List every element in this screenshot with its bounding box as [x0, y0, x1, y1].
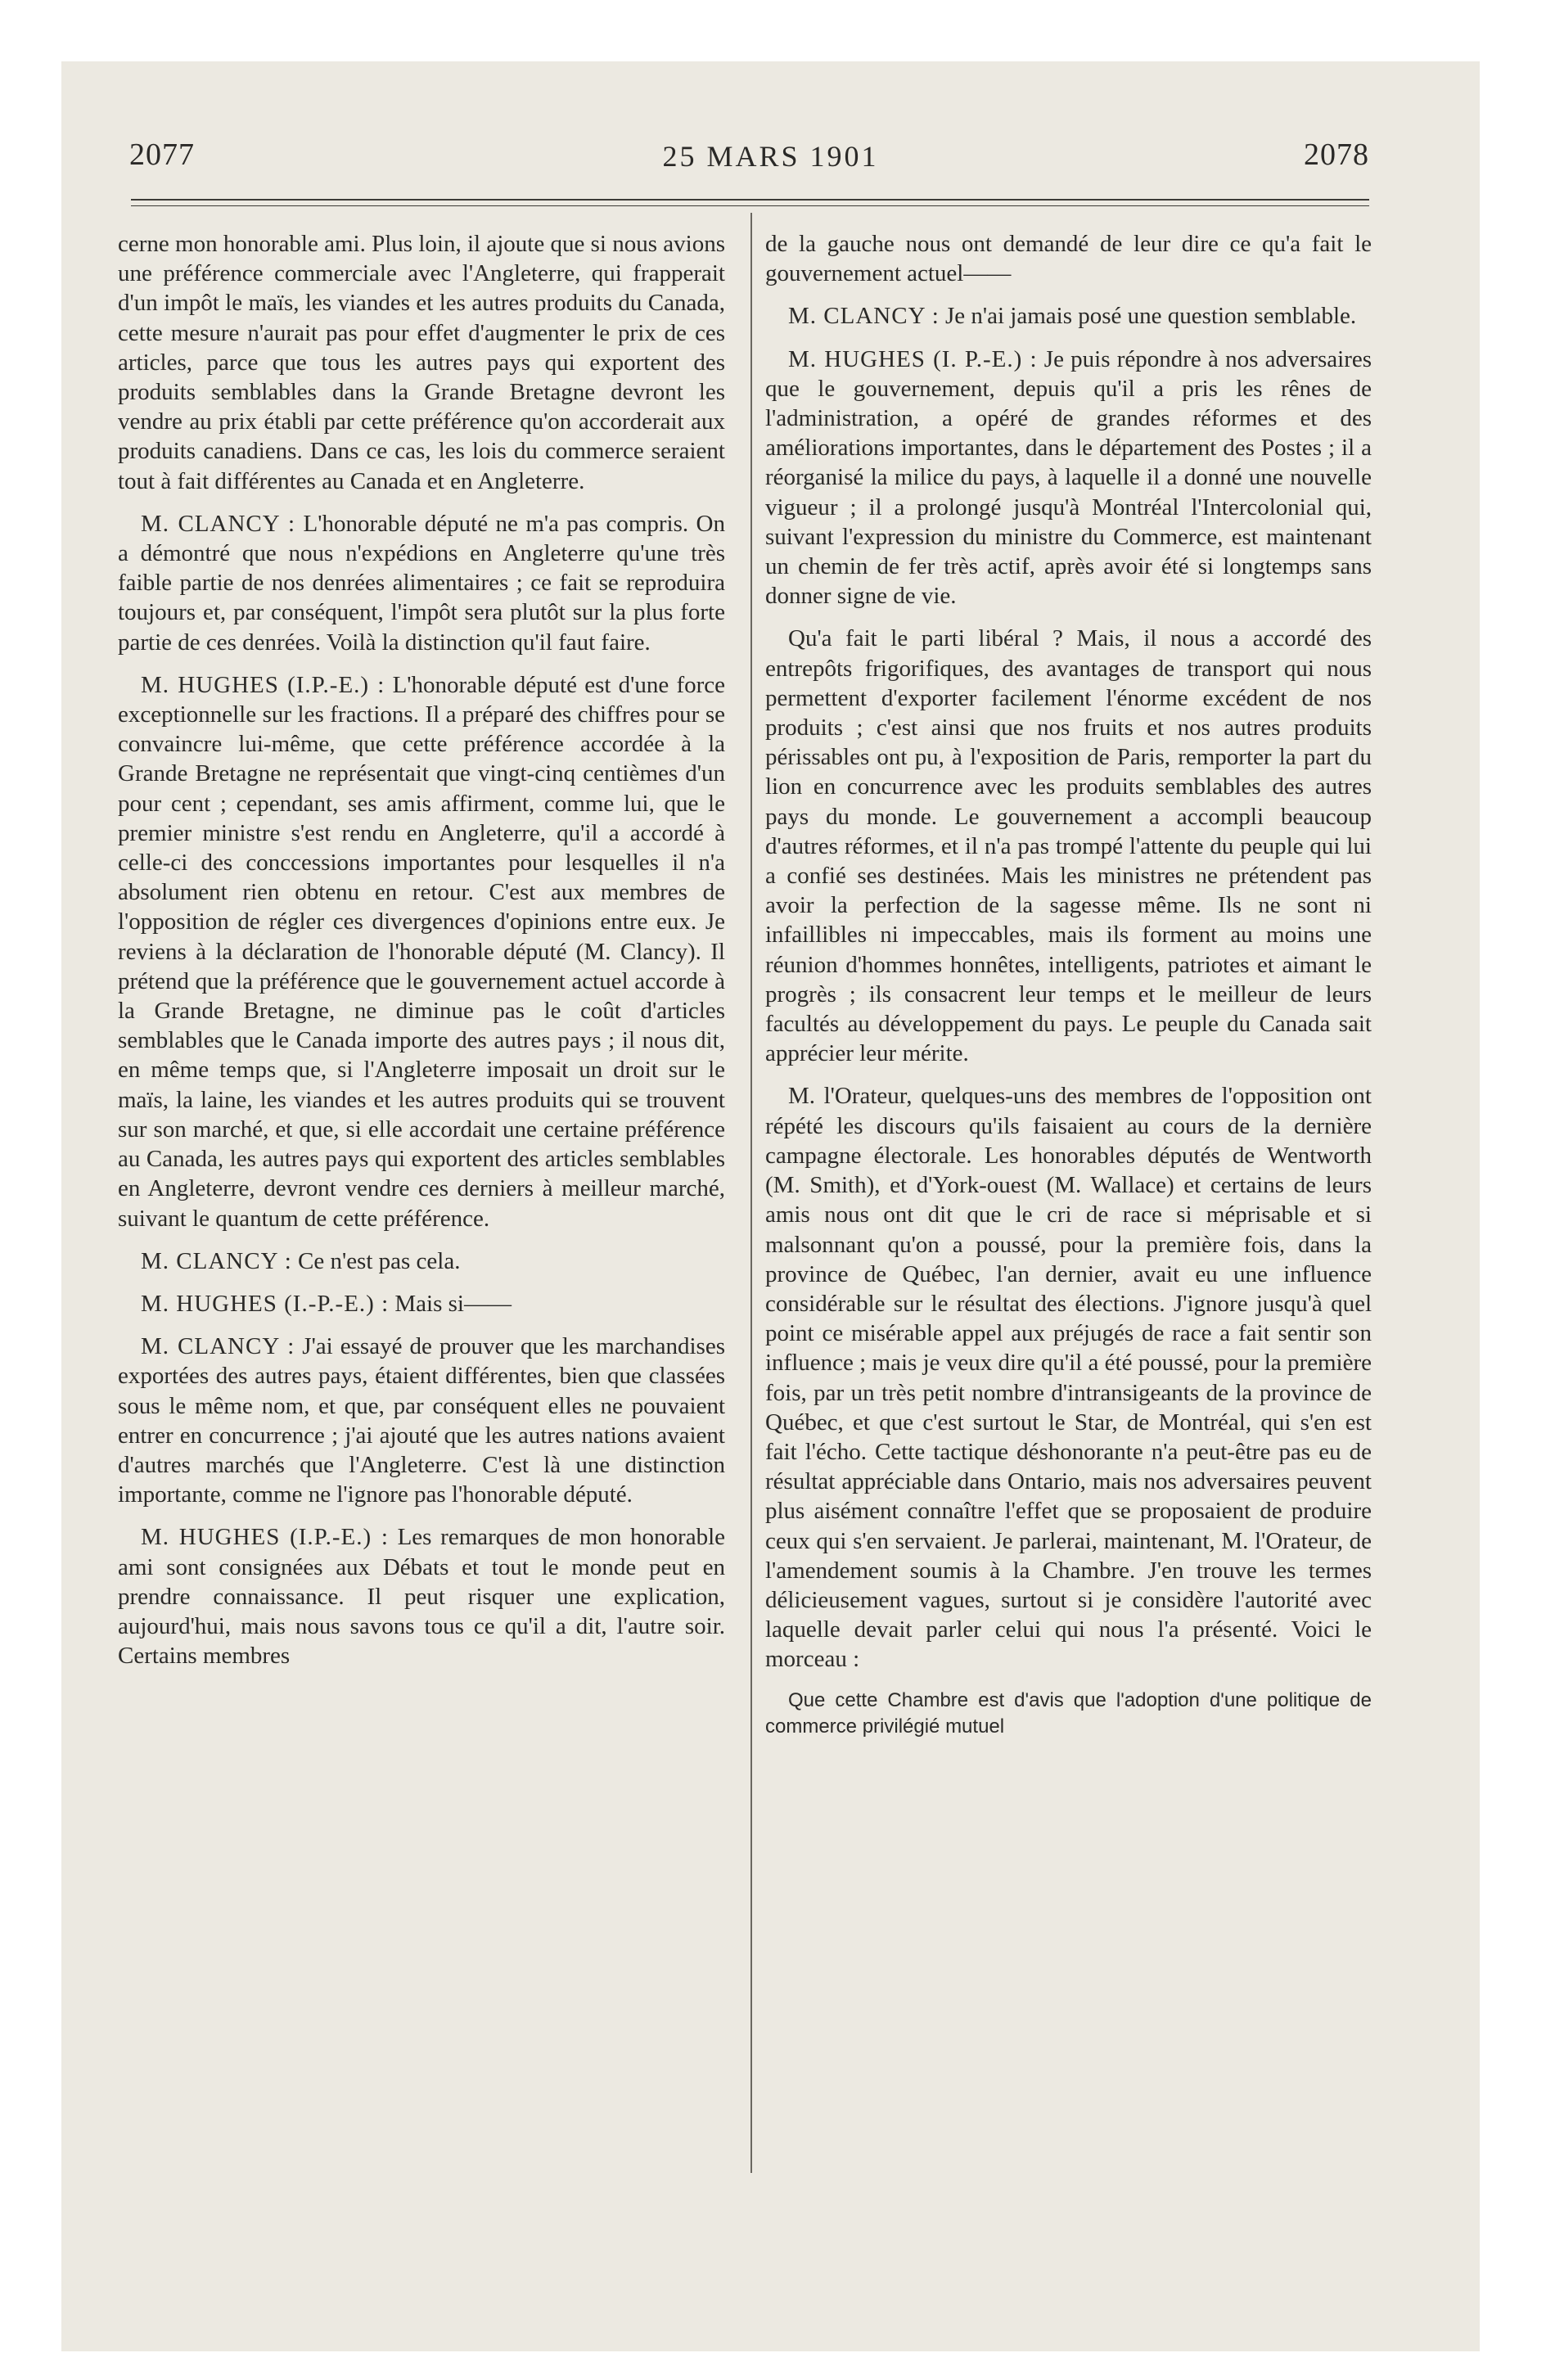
paragraph-text: de la gauche nous ont demandé de leur dire ce qu'a fait le gouvernement actuel——	[765, 231, 1372, 287]
quote-text: Que cette Chambre est d'avis que l'adoption d'une politique de commerce privilégié mutuel	[765, 1688, 1372, 1738]
paragraph-text: J'ai essayé de prouver que les marchandises exportées des autres pays, étaient différentes, bien que classées sous le même nom, et que, par conséquent elles ne pouvaient entrer en concurrence ; j'ai ajouté que les autres nations avaient d'autres marchés que l'Angleterre. C'est là une distinction importante, comme ne l'ignore pas l'honorable député.	[118, 1333, 725, 1508]
paragraph	[765, 624, 1372, 1068]
column-divider	[750, 213, 752, 2173]
paragraph-text: L'honorable député est d'une force exceptionnelle sur les fractions. Il a préparé des chiffres pour se convaincre lui-même, que cette préférence accordée à la Grande Bretagne ne représentait que vingt-cinq centièmes d'un pour cent ; cependant, ses amis affirment, comme lui, que le premier ministre s'est rendu en Angleterre, qu'il a accordé à celle-ci des conccessions importantes pour lesquelles il n'a absolument rien obtenu en retour. C'est aux membres de l'opposition de régler ces divergences d'opinions entre eux. Je reviens à la déclaration de l'honorable député (M. Clancy). Il prétend que la préférence que le gouvernement actuel accorde à la Grande Bretagne, ne diminue pas le coût d'articles semblables que le Canada importe des autres pays ; il nous dit, en même temps que, si l'Angleterre imposait un droit sur le maïs, la laine, les viandes et les autres produits qui se trouvent sur son marché, et que, si elle accordait une certaine préférence au Canada, les autres pays qui exportent des articles semblables en Angleterre, devront vendre ces derniers à meilleur marché, suivant le quantum de cette préférence.	[118, 671, 725, 1232]
paragraph	[765, 1081, 1372, 1674]
paragraph-text: Les remarques de mon honorable ami sont consignées aux Débats et tout le monde peut en prendre connaissance. Il peut risquer une explication, aujourd'hui, mais nous savons tous ce qu'il a dit, l'autre soir. Certains membres	[118, 1524, 725, 1670]
speaker-name: M. CLANCY :	[141, 1333, 295, 1360]
paragraph	[118, 1332, 725, 1509]
scanned-page	[61, 61, 1480, 2351]
paragraph	[118, 1289, 725, 1318]
speaker-name: M. HUGHES (I.P.-E.) :	[141, 1524, 389, 1551]
paragraph-text: cerne mon honorable ami. Plus loin, il ajoute que si nous avions une préférence commerciale avec l'Angleterre, qui frapperait d'un impôt le maïs, les viandes et les autres produits du Canada, cette mesure n'aurait pas pour effet d'augmenter le prix de ces articles, parce que tous les autres pays qui exportent des produits semblables dans la Grande Bretagne devront les vendre au prix établi par cette préférence qu'on accorderait aux produits canadiens. Dans ce cas, les lois du commerce seraient tout à fait différentes au Canada et en Angleterre.	[118, 231, 725, 494]
left-column	[118, 229, 725, 1684]
paragraph	[765, 229, 1372, 288]
page-number-right: 2078	[1304, 137, 1369, 172]
paragraph	[118, 1246, 725, 1276]
speaker-name: M. HUGHES (I.P.-E.) :	[141, 671, 385, 698]
paragraph-text: L'honorable député ne m'a pas compris. On a démontré que nous n'expédions en Angleterre qu'une très faible partie de nos denrées alimentaires ; ce fait se reproduira toujours et, par conséquent, l'impôt sera plutôt sur la plus forte partie de ces denrées. Voilà la distinction qu'il faut faire.	[118, 510, 725, 656]
paragraph	[118, 1522, 725, 1670]
paragraph	[765, 345, 1372, 611]
paragraph	[118, 229, 725, 496]
paragraph	[118, 509, 725, 657]
paragraph	[765, 301, 1372, 331]
speaker-name: M. CLANCY :	[788, 303, 940, 330]
paragraph-text: Qu'a fait le parti libéral ? Mais, il nous a accordé des entrepôts frigorifiques, des avantages de transport qui nous permettent d'exporter facilement l'énorme excédent de nos produits ; c'est ainsi que nos fruits et nos autres produits périssables ont pu, à l'exposition de Paris, remporter la part du lion en concurrence avec les produits semblables des autres pays du monde. Le gouvernement a accompli beaucoup d'autres réformes, et il n'a pas trompé l'attente du peuple qui lui a confié ses destinées. Mais les ministres ne prétendent pas avoir la perfection de la sagesse même. Ils ne sont ni infaillibles ni impeccables, mais ils forment au moins une réunion d'hommes honnêtes, intelligents, patriotes et aimant le progrès ; ils consacrent leur temps et le meilleur de leurs facultés au développement du pays. Le peuple du Canada sait apprécier leur mérite.	[765, 625, 1372, 1067]
speaker-name: M. HUGHES (I.-P.-E.) :	[141, 1290, 390, 1317]
header-rule	[131, 199, 1369, 201]
speaker-name: M. CLANCY :	[141, 1247, 292, 1274]
speaker-name: M. HUGHES (I. P.-E.) :	[788, 345, 1038, 372]
paragraph-text: Je puis répondre à nos adversaires que le gouvernement, depuis qu'il a pris les rênes de l'administration, a opéré de grandes réformes et des améliorations importantes, dans le département des Postes ; il a réorganisé la milice du pays, à laquelle il a donné une nouvelle vigueur ; il a prolongé jusqu'à Montréal l'Intercolonial qui, suivant l'expression du ministre du Commerce, est maintenant un chemin de fer très actif, après avoir été si longtemps sans donner signe de vie.	[765, 345, 1372, 610]
paragraph-text: Je n'ai jamais posé une question semblable.	[945, 303, 1357, 330]
page-header-date: 25 MARS 1901	[662, 140, 879, 173]
speaker-name: M. CLANCY :	[141, 510, 296, 537]
header-rule-thin	[131, 205, 1369, 206]
paragraph-text: M. l'Orateur, quelques-uns des membres de l'opposition ont répété les discours qu'ils faisaient au cours de la dernière campagne électorale. Les honorables députés de Wentworth (M. Smith), et d'York-ouest (M. Wallace) et certains de leurs amis nous ont dit que le cri de race si méprisable et si malsonnant qu'on a poussé, pour la première fois, dans la province de Québec, l'an dernier, avait eu une influence considérable sur le résultat des élections. J'ignore jusqu'à quel point ce misérable appel aux préjugés de race a fait sentir son influence ; mais je veux dire qu'il a été poussé, pour la première fois, par un très petit nombre d'intransigeants de la province de Québec, et que c'est surtout le Star, de Montréal, qui s'en est fait l'écho. Cette tactique déshonorante n'a peut-être pas eu de résultat appréciable dans Ontario, mais nos adversaires peuvent plus aisément connaître l'effet que se proposaient de produire ceux qui s'en servaient. Je parlerai, maintenant, M. l'Orateur, de l'amendement soumis à la Chambre. J'en trouve les termes délicieusement vagues, surtout si je considère l'autorité avec laquelle devait parler celui qui nous l'a présenté. Voici le morceau :	[765, 1083, 1372, 1673]
page-number-left: 2077	[129, 137, 195, 172]
paragraph-text: Ce n'est pas cela.	[298, 1247, 461, 1274]
quoted-motion	[765, 1688, 1372, 1740]
paragraph	[118, 670, 725, 1233]
paragraph-text: Mais si——	[394, 1290, 512, 1317]
right-column	[765, 229, 1372, 1753]
